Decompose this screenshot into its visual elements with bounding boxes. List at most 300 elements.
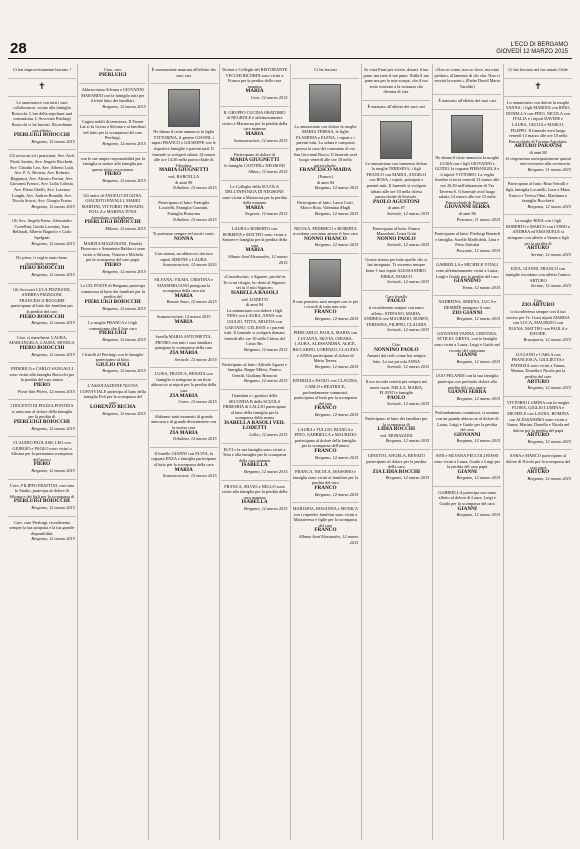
death-notice <box>433 450 501 487</box>
obituary-column <box>79 64 147 840</box>
death-notice <box>292 197 360 223</box>
deceased-name: PIERLUIGI BOIOCCHI <box>13 418 70 425</box>
notice-text: Scanzorosciate, 12 marzo 2015 <box>156 314 211 320</box>
notice-text: Il fratello GIANNI con ELVIA, la cognata ENZA e famiglia partecipano al lutto per la scomparsa della cara <box>151 450 217 467</box>
death-notice <box>433 328 501 371</box>
notice-date: Bergamo, 12 marzo 2015 <box>527 438 571 444</box>
deceased-name: NONNO FRANCO <box>304 235 347 242</box>
notice-text: È mancato all'affetto dei suoi cari <box>367 103 426 109</box>
deceased-name: PAOLO <box>387 394 406 401</box>
notice-date: Bergamo, 12 marzo 2015 <box>102 140 146 146</box>
notice-text: Ciao, caro <box>103 67 122 72</box>
notice-date: Bergamo, 12 marzo 2015 <box>456 316 501 322</box>
notice-text: ANDREINA, SERENA, LUCA e DESIRÉE piangono il caro <box>438 299 497 311</box>
deceased-subname: (Franco) <box>318 173 333 179</box>
death-notice <box>292 79 360 197</box>
death-notice <box>79 153 147 190</box>
death-notice <box>150 64 218 84</box>
death-notice <box>150 274 218 311</box>
death-notice <box>362 291 430 339</box>
notice-text: SILVANA, VILMA, CRISTINA e MASSIMILIANO piangono la scomparsa della cara zia <box>154 277 214 294</box>
death-notice <box>292 64 360 79</box>
notice-text: È mancato all'affetto dei suoi cari <box>438 98 496 104</box>
deceased-name: GIANNI <box>457 468 477 475</box>
notice-text: Ciao, ci mancherai. LAURA, MARIANGELA, LAURA, MONICA <box>9 334 75 346</box>
deceased-subname: ved. MORAZZINI <box>380 432 413 438</box>
notice-text: LAURA e TULLIO, BIANCA e PINO, GABRIELLA e MAURIZIO partecipano al dolore della famiglia per la scomparsa dell'amico <box>294 426 357 449</box>
notice-text: Partecipano al dolore di <box>234 152 276 158</box>
notice-text: Gli amici di ANGELO DI GIOIA, GIACINTO FAVALLI, MARIO MARTINI, VITTORIO TRAVAINI, FOLLA e MARINA TONA formulano condoglianze. <box>81 192 144 220</box>
death-notice <box>221 107 289 150</box>
death-notice <box>504 263 572 294</box>
header-rule <box>8 58 572 59</box>
notice-date: Tribulina, 12 marzo 2015 <box>172 216 217 222</box>
deceased-name: GIANNI <box>457 352 477 359</box>
notice-date: Bergamo, 12 marzo 2015 <box>31 203 75 209</box>
notice-date: Bergamo, 12 marzo 2015 <box>314 363 359 369</box>
notice-date: Albano Sant'Alessandro, 12 marzo 2015 <box>298 534 359 545</box>
notice-date: Sorisole, 12 marzo 2015 <box>174 356 217 362</box>
deceased-name: FRANCO <box>314 447 337 454</box>
notice-text: È serenamente mancata all'affetto dei suoi cari <box>151 67 216 78</box>
death-notice <box>79 84 147 115</box>
notice-date: Bergamo, 12 marzo 2015 <box>31 240 75 246</box>
death-notice <box>221 271 289 358</box>
death-notice <box>8 215 76 252</box>
notice-date: Brusaporto, 12 marzo 2015 <box>523 336 571 342</box>
death-notice <box>150 84 218 197</box>
notice-text: VITTORIO LUMINA con la moglie FLORA, GIGLIO LUMINA e MICHELE con LAURA, ROMINA con ALESSANDRA sono vicini a Vanna, Marina, Donella e Nicola nel dolore per la perdita del papà <box>506 399 570 433</box>
death-notice <box>150 368 218 411</box>
deceased-name: PIERO <box>33 461 51 468</box>
notice-text: Partecipano al lutto: Rina Vetrolli e figli, famiglia Locatelli, Luca e Mara, Enrico e Teresa Olmi, Marianna e famiglia Bocchetti <box>505 181 571 204</box>
notice-date: Sorisole, 12 marzo 2015 <box>387 401 430 407</box>
death-notice <box>362 376 430 413</box>
notice-date: Bergamo, 12 marzo 2015 <box>102 410 146 416</box>
masthead <box>496 42 568 56</box>
death-notice <box>8 64 76 79</box>
death-notice <box>433 407 501 450</box>
newspaper-name: L'ECO DI BERGAMO <box>510 42 568 48</box>
death-notice <box>221 481 289 517</box>
notice-date: Bergamo, 12 marzo 2015 <box>314 210 359 216</box>
death-notice <box>433 259 501 296</box>
obituary-column <box>362 64 430 840</box>
notice-date: Bergamo, 12 marzo 2015 <box>456 438 501 444</box>
notice-text: La moglie FRANCA e i figli comunicano che il loro caro <box>88 320 138 331</box>
deceased-name: MARIA <box>174 318 193 325</box>
death-notice <box>79 116 147 153</box>
notice-text: GINETTO, ANGELA, RENATO partecipano al dolore per la perdita della cara <box>366 452 427 470</box>
notice-date-2: Bergamo, 11 marzo 2015 <box>527 166 571 172</box>
deceased-name: PIERO <box>33 381 51 388</box>
deceased-name: NONNO PAOLO <box>376 235 416 242</box>
notice-text: FEDERICA e CARLO SANGALLI sono vicini alla famiglia Boiocchi per la perdita del caro amico <box>9 366 75 383</box>
portrait-photo <box>168 89 200 127</box>
death-notice <box>504 295 572 349</box>
death-notice <box>504 397 572 451</box>
notice-date: Trona, 12 marzo 2015 <box>462 284 501 290</box>
notice-text-2: ti ricorderemo sempre con tanto affetto. STEFANO, MARIA, ANDREA con MAURIZIO, RUBEN, TERESINA, FILIPPO, CLAUDIA <box>363 305 429 327</box>
death-notice <box>433 487 501 523</box>
notice-date: Como, 12 marzo 2015 <box>178 399 217 405</box>
death-notice <box>8 517 76 547</box>
deceased-name: ARTURO <box>526 245 550 252</box>
death-notice <box>504 178 572 215</box>
deceased-name: MARIA <box>174 292 193 299</box>
death-notice <box>79 190 147 238</box>
death-notice <box>292 424 360 467</box>
notice-text: «Custodiscimi, o Signore, perché in Te io mi rifugio, ho detto al Signore: sei tu il mio Signore» <box>223 274 287 291</box>
notice-text: Ti portiamo sempre nel nostri cuori. <box>152 231 215 237</box>
notice-text: CLAUDIO PAOLASIL LEO con GIORGIO e PAOLO sono vicini a Silvana per la prematura scomparsa dell'amico <box>11 440 73 462</box>
death-notice <box>79 280 147 317</box>
deceased-name: MARIA <box>174 466 193 473</box>
death-notice <box>150 197 218 228</box>
notice-date: Bergamo, 12 marzo 2015 <box>31 536 75 542</box>
notice-text: LUISA, FRANCA, RENATA con famiglie si stringono in un forte abbraccio ai nipoti per la perdita della cara <box>151 371 217 393</box>
death-notice <box>221 64 289 107</box>
notice-date: Bergamo, 12 marzo 2015 <box>102 177 146 183</box>
deceased-name: ISABELLA RASOLI VED. LODETTI <box>224 419 285 432</box>
deceased-name: ARTURO <box>526 378 550 385</box>
death-notice <box>8 480 76 517</box>
deceased-name: MARIA GIUGNETTI <box>159 167 209 174</box>
notice-date: Bergamo, 12 marzo 2015 <box>31 468 75 474</box>
notice-text: Ciao nonna, un abbraccio dai tuoi nipoti SIMONE e LAURA <box>154 251 213 262</box>
notice-text: Il tuo ricordo resterà per sempre nei nostri cuori. NELLA, MARIA, FLAVIO e famiglie <box>365 378 428 396</box>
death-notice <box>362 64 430 101</box>
death-notice <box>8 332 76 363</box>
notice-text: FRANCA, SILVIO e NELLO sono vicini alla famiglia per la perdita della cara mamma <box>221 483 288 500</box>
notice-date: Bergamo, 12 marzo 2015 <box>102 368 146 374</box>
death-notice <box>8 363 76 400</box>
issue-date: GIOVEDÌ 12 MARZO 2015 <box>496 49 568 55</box>
notice-date: Bergamo, 12 marzo 2015 <box>527 203 571 209</box>
notice-text: con le sue ampie responsabilità per la famiglia si unisce alla famiglia per questa triste circostanza. <box>80 155 146 172</box>
death-notice <box>150 331 218 368</box>
cross-icon: ✝ <box>534 80 542 91</box>
obituary-column <box>150 64 218 840</box>
obituary-column <box>504 64 572 840</box>
deceased-name: GIANNI SERRA <box>448 389 487 396</box>
notice-text: Ciao <box>534 297 543 303</box>
notice-text: Partecipano al lutto: Famiglia Locatelli, Famiglia Gusmini, Famiglia Bonacina <box>158 199 210 216</box>
death-notice <box>504 79 572 97</box>
deceased-name: MARIA GIUGNETTI <box>229 156 280 163</box>
notice-date: Bergamo, 12 marzo 2015 <box>243 469 288 475</box>
notice-date: Albino, 12 marzo 2015 <box>248 168 288 174</box>
notice-date: Si ringraziano anticipatamente quanti interverranno alla cerimonia. <box>505 155 571 167</box>
notice-text: Lo annunciano con dolore la moglie MARIA TERESA, le figlie FLAMINIA e ELENA, i nipoti e i parenti tutti. La salma è composta presso la casa del commiato di via San Giovanni Bosco. Il funerale avrà luogo venerdì alle ore 10 nella parrocchiale. <box>293 123 358 168</box>
notice-date: Scanzorosciate, 12 marzo 2015 <box>162 473 217 479</box>
notice-text: MARIAPIA, ROSANNA e MONICA con i rispettivi familiari sono vicini a Mariateresa e figlie per la scomparsa del caro <box>292 506 359 528</box>
death-notice <box>8 97 76 151</box>
notice-text: Ci hai lasciato nel tuo amato Chile <box>508 67 568 72</box>
death-notice <box>433 296 501 327</box>
deceased-name: LORENZO BECHA <box>89 404 136 411</box>
notice-date: Albano Sant'Alessandro, 12 marzo 2015 <box>228 254 288 265</box>
notice-date: Scanzorosciate, 12 marzo 2015 <box>233 137 288 143</box>
notice-text-2: La annunciano con dolore i figli PINO con LAURA, ANNA con GIULIO, TITTA, MILENA con GAETANO, CELESTE e i parenti tutti. Il funerale si svolgerà domani venerdì alle ore 10 nella Chiesa del Cristo Re. <box>224 307 285 347</box>
notice-extra: di anni 88 <box>529 149 547 155</box>
notice-text: Abbracciamo Silvana e GIOVANNI MARABINI con la famiglia tutti per il triste lutto dei familiari. <box>81 87 145 104</box>
notice-date: Bergamo, 12 marzo 2015 <box>102 336 146 342</box>
death-notice <box>221 359 289 390</box>
notice-date: Poscante, 12 marzo 2015 <box>456 247 501 253</box>
death-notice <box>150 248 218 274</box>
deceased-name: PIERLUIGI BOIOCCHI <box>84 219 141 226</box>
notice-date: Poscante, 11 marzo 2015 <box>456 216 501 222</box>
deceased-name: GIOVANNI <box>453 431 481 438</box>
deceased-name: PIERLUIGI BOIOCCHI <box>13 132 70 139</box>
deceased-name: MARIA <box>245 130 264 137</box>
deceased-name: PAOLO AGUSTONI <box>372 198 420 205</box>
notice-text: I DOCENTI DI PIAZZA PONTIDA si uniscono al dolore della famiglia per la perdita di <box>10 403 74 420</box>
notice-text: Le Colleghe della SCUOLA DELL'INFANZIA DI NEGRONE sono vicine a Mariarosa per la perdita della mamma <box>222 183 288 206</box>
deceased-name: PIERO <box>104 171 122 178</box>
notice-text: Ci hai improvvisamente lasciato ! <box>12 67 71 72</box>
death-notice <box>433 95 501 110</box>
death-notice <box>504 450 572 486</box>
notice-date: Seriate, 12 marzo 2015 <box>530 251 571 257</box>
notice-extra: le famiglie CANTINI e NEGRONI <box>224 163 285 169</box>
notice-date: Scanzorosciate, 12 marzo 2015 <box>162 262 217 268</box>
death-notice <box>292 375 360 423</box>
notice-text: GABRIELLA partecipa con tanto affetto al dolore di Laura, Luigi e Guido per la scomparsa del caro <box>438 489 497 507</box>
deceased-name: ZIO ARTURO <box>521 302 555 309</box>
deceased-name: LIDIA ROCCHI <box>377 426 415 433</box>
notice-text: «Non so come, non so dove, ma tutto perduto, al lamento di chi vita. Non ci servirà la morte.» (Padre David Maria Turoldo) <box>434 67 500 89</box>
deceased-name: FRANCO <box>314 527 337 534</box>
death-notice <box>292 254 360 327</box>
death-notice <box>8 400 76 437</box>
notice-text: Caro fratello <box>385 293 408 299</box>
portrait-photo <box>309 259 341 297</box>
death-notice <box>292 223 360 254</box>
notice-text: LAURA e ROBERTO con ROBERTA e MATTEO sono vicini a Simone e famiglia per la perdita della cara <box>222 226 287 248</box>
deceased-name: ISABELLA <box>241 499 268 506</box>
notice-text: Titolari e Colleghi del RISTORANTE VECCHI RICORDI sono vicini a Franca per la perdita della cara mamma <box>221 67 288 89</box>
deceased-name: MARIA <box>245 247 264 254</box>
notice-text: SINI e SILVANA PECCOLI ROSSI sono vicini a Laura, Guido e Luigi per la perdita del caro papà <box>434 452 501 470</box>
notice-date: Sorisole, 12 marzo 2015 <box>387 210 430 216</box>
notice-date: Bergamo, 12 marzo 2015 <box>31 351 75 357</box>
notice-text: Ne danno il triste annuncio la figlia VITTORINA, il genero GIANNI, i nipoti FRANCO e GIUSEPPE con le rispettive famiglie e parenti tutti. Il funerale si svolgerà sabato 14 marzo alle ore 14,30 nella parrocchiale di Tribulina. <box>151 129 216 168</box>
notice-date: Bergamo, 12 marzo 2015 <box>456 512 501 518</box>
death-notice <box>504 349 572 397</box>
notice-text: MARZIA MAZZOLENI, Daniela Pizzocaro e Antonietta Balducci sono vicini a Silvana, Vittoria e Michela per la scomparsa del caro papà. <box>80 240 146 263</box>
obituary-column <box>221 64 289 840</box>
notice-text: Partecipano al lutto dei familiari per la scomparsa di <box>365 415 428 427</box>
portrait-photo <box>309 84 341 122</box>
death-notice <box>150 228 218 248</box>
notice-date: Milano, 12 marzo 2015 <box>105 226 146 232</box>
deceased-name: PIERLUIGI <box>98 330 127 337</box>
notice-date: Bergamo, 12 marzo 2015 <box>31 425 75 431</box>
deceased-name: ZIA LIDIA ROCCHI <box>372 468 421 475</box>
notice-date: Bergamo, 12 marzo 2015 <box>314 185 359 191</box>
notice-text: Gli Avvocati LUCA PIZZIGONI, ANDREA PIZZIGONI, FRANCESCA RUGGERI partecipano al lutto dei familiari per la perdita del caro <box>10 286 73 314</box>
notice-date: Sorisole, 12 marzo 2015 <box>387 242 430 248</box>
death-notice <box>362 450 430 486</box>
notice-date: Bergamo, 12 marzo 2015 <box>102 305 146 311</box>
notice-date: Bergamo, 12 marzo 2015 <box>456 395 501 401</box>
notice-text: Lo annunciano con dolore la moglie VANNA, i figli MARINA con RINO, DONELLA con PINO, NICOLA con ITALIA e i nipoti DAVIDE e LAURA, GIULIA e MARCO, FILIPPO. Il funerale avrà luogo venerdì 13 marzo alle ore 10 nella Parrocchiale di Torrano Agrofatta. <box>505 99 571 144</box>
notice-text: ELVI e la sua famiglia sono vicini a Titta e alla famiglia per la scomparsa della cara mamma <box>222 446 287 463</box>
notice-text-2: Amanti dal cielo come hai sempre fatto. La tua piccola ANNA <box>366 353 426 364</box>
notice-date: Negrone, 12 marzo 2015 <box>244 211 288 217</box>
notice-date: Bergamo, 12 marzo 2015 <box>31 320 75 326</box>
notice-extra: di anni 86 <box>458 210 476 216</box>
notice-text: La moglie RINA con i figli ROBERTO e MARCO con COMO e ANDREA ed EMANUELE si stringono con affetto a Vanna e figli per la perdita di <box>506 218 570 246</box>
notice-date: Bergamo, 12 marzo 2015 <box>456 358 501 364</box>
death-notice <box>150 411 218 448</box>
deceased-name: FRANCO <box>314 405 337 412</box>
notice-text: I fratelli di Pierluigi con le famiglie partecipano al lutto. <box>82 351 144 363</box>
notice-date: Bergamo, 12 marzo 2015 <box>527 385 571 391</box>
deceased-name: PIERO BOIOCCHI <box>19 344 65 351</box>
deceased-name: ZIO GIANNI <box>452 309 483 316</box>
notice-text: Ciao, caro Pierluigi, ricorderemo sempre la tua simpatia e la tua grande disponibilità. <box>9 519 75 536</box>
notice-extra: di anni 94 <box>245 302 264 308</box>
notice-text: Partecipano al lutto: Franca Mazzoleni, Luisa Gotti <box>372 225 420 237</box>
deceased-name: NONNA <box>174 235 194 242</box>
deceased-name: ZIA MARIA <box>169 392 198 399</box>
notice-date: Bergamo, 12 marzo 2015 <box>456 475 501 481</box>
portrait-photo <box>380 121 412 159</box>
notice-date: Bergamo, 12 marzo 2015 <box>31 505 75 511</box>
death-notice <box>504 64 572 79</box>
portrait-photo <box>451 115 483 153</box>
deceased-name: ISABELLA <box>241 462 268 469</box>
notice-text: Grazie nonno per tutto quello che ci hai insegnato. Ti vorremo sempre bene. I tuoi nipoti ALESSANDRO, ERIKA, MARCO <box>365 256 428 279</box>
notice-date: Bergamo, 12 marzo 2015 <box>385 475 430 481</box>
death-notice <box>362 101 430 116</box>
notice-date: Bergamo, 12 marzo 2015 <box>102 268 146 274</box>
deceased-name: PIERO BOIOCCHI <box>19 313 65 320</box>
notice-text: Se vuoi Pane per vivere, donaci il tuo pane, ma tutto il tuo pane: Nulla il tuo pane ma per le mie scarpe, che il tuo resto esistono a la sostanza che diventa di vita. <box>363 67 430 95</box>
notice-date: Bergamo, 12 marzo 2015 <box>314 411 359 417</box>
notice-text: L'avv. FILIPPO FRATTINI, con tutto lo Studio, partecipa al dolore di Silvana e dei figli per la scomparsa di <box>9 482 75 499</box>
deceased-name: ARTURO <box>526 432 550 439</box>
deceased-name: MARIA <box>245 88 264 95</box>
notice-text: GIOVANNI VANNA, CRISTINA, ATTILIO, GRETA, con le famiglie sono vicini a Laura, Luigi e Guido nel ricordo del carissimo <box>434 330 500 353</box>
notice-date: Tribulina, 12 marzo 2015 <box>172 436 217 442</box>
death-notice <box>292 503 360 550</box>
deceased-name: GIOVANNI SERRA <box>444 204 490 211</box>
notice-text: Partecipano al lutto: Alfredo Agazzi e famiglia, Beppe Milesi, Franco Gentili, Giuliano Ronzoni <box>222 361 287 378</box>
notice-date: Bergamo, 12 marzo 2015 <box>31 138 75 144</box>
death-notice <box>292 327 360 375</box>
deceased-name: GIANNI <box>457 505 477 512</box>
notice-date: Tribulina, 12 marzo 2015 <box>172 185 217 191</box>
deceased-name: GIANNINO <box>453 278 481 285</box>
notice-date: Bergamo, 12 marzo 2015 <box>243 506 288 511</box>
notice-text: NICOLA, FEDERICO e ROBERTA ricordano con tanto amore il loro caro <box>292 225 359 237</box>
notice-date: Bergamo, 12 marzo 2015 <box>31 272 75 278</box>
deceased-name: MARIA <box>245 204 264 211</box>
notice-text: Ci ha lasciati <box>314 67 337 72</box>
death-notice <box>362 254 430 291</box>
notice-date: Bergamo, 12 marzo 2015 <box>102 103 146 109</box>
death-notice <box>504 215 572 263</box>
notice-text: Profondamente commossi, ci uniamo con un grande abbraccio al dolore di Laura, Luigi e Guido per la perdita del caro <box>435 410 500 433</box>
deceased-name: ARTURO PARAVISI <box>514 143 562 150</box>
obituary-column <box>292 64 360 840</box>
notice-extra: di anni 84 <box>316 179 335 185</box>
notice-text: Ne danno il triste annuncio la moglie LUISA con i figli GIOVANNI e GUIDO, la cognata PIERANGELA e il nipote VITTORIO. La veglia funebre si terrà venerdì 13 marzo alle ore 20,30 nell'abitazione di Via Taverna 6. Il funerale avrà luogo sabato 14 marzo alle ore 15 nella Parrocchiale di Poscante. <box>434 154 500 205</box>
death-notice <box>433 110 501 228</box>
deceased-name: ISABELLA RASOLI <box>230 290 279 296</box>
deceased-name: NONNINO PAOLO <box>374 346 419 353</box>
death-notice <box>221 149 289 180</box>
deceased-name: PIERLUIGI BOIOCCHI <box>84 299 141 305</box>
death-notice <box>221 223 289 271</box>
death-notice <box>221 181 289 224</box>
deceased-name: PIERLUIGI BOIOCCHI <box>13 498 70 505</box>
death-notice <box>79 349 147 380</box>
death-notice <box>362 339 430 376</box>
notice-date: Bergamo, 12 marzo 2015 <box>314 454 359 460</box>
notice-text: Do piero, ti voglio tanto bene, ricordando sempre. <box>16 255 68 266</box>
death-notice <box>8 284 76 332</box>
notice-text: UGO PELANDI con la sua famiglia partecipa con profondo dolore alla perdita del caro amico <box>435 373 499 390</box>
obituary-column <box>433 64 501 840</box>
cross-icon: ✝ <box>38 80 46 91</box>
death-notice <box>221 444 289 481</box>
notice-extra: di anni 90 <box>175 179 193 185</box>
death-notice <box>362 413 430 450</box>
death-notice <box>79 64 147 84</box>
notice-text: FRANCA, NICOLA, MASSIMO e famiglia sono vicini ai familiari per la perdita del caro <box>292 469 359 486</box>
deceased-name: GIULIO POLI <box>96 361 130 368</box>
deceased-name: FRANCESCO MAIDA <box>299 167 352 174</box>
notice-text-2: ti ricorderemo sempre con il tuo sorriso per Te. I tuoi nipoti MARISA con LUCA, MAURIZIO con ELENA, MATTEO con PAOLA e DAVIDE. <box>506 309 570 337</box>
death-notice <box>362 116 430 223</box>
notice-text: Lo annunciano con immenso dolore la moglie TERESINA, i figli FRANCO con MARIA, ANGELO con ROSA, i nipoti, pronipoti e parenti tutti. Il funerale si svolgerà sabato alle ore 10 nella chiesa parrocchiale di Sorisole. <box>365 160 428 200</box>
notice-text: PIERCARLO, PAOLA, MARIA con LUCIANA, SILVIA, CHIARA, LAURA, ALESSANDRA, ALICE, RICCARDO, LORENZO, CLAUDIA e ANNA partecipano al dolore di Maria Teresa. <box>292 330 359 364</box>
notice-date: Lallio, 12 marzo 2015 <box>249 432 288 438</box>
notice-date: Sorisole, 12 marzo 2015 <box>387 364 430 370</box>
notice-text: EZIA, GIANNI, FRANCO con famiglie ricordano con affetto l'amico ARTURO <box>505 266 571 283</box>
death-notice <box>150 448 218 484</box>
notice-text: Il mio pensiero sarà sempre con te per i ricordi di tutta una vita. <box>292 298 359 310</box>
notice-extra: di anni 87 <box>387 205 405 211</box>
notice-text: Gli Avv. Angela Paese, Alessandro Cortellini, Guido Lavarini, Sara Bellandi, Alberto Bagnolo e Carlo Spelgatti <box>12 218 72 241</box>
deceased-name: PIERO BOIOCCHI <box>19 265 65 272</box>
notice-text: GABRIELLA e MICHELE VITALI sono affettuosamente vicini a Laura, Luigi e Guido per la perdita del caro <box>435 262 499 279</box>
notice-date: Bergamo, 12 marzo 2015 <box>314 315 359 321</box>
notice-date: Bergamo, 12 marzo 2015 <box>314 242 359 248</box>
notice-text: Cugini nobili di tenerezza. Il Fronte Lai si fa vicino a Silvana e ai familiari nel lutto per la scomparsa del caro Pierluigi. <box>79 118 146 141</box>
page-number: 28 <box>10 40 27 57</box>
deceased-name: ARTURO <box>526 469 550 476</box>
notice-date: Bergamo, 12 marzo 2015 <box>527 475 571 481</box>
death-notice <box>8 79 76 97</box>
deceased-name: FRANCO <box>314 484 337 491</box>
death-notice <box>504 97 572 179</box>
death-notice <box>433 228 501 259</box>
notice-text: PATRIZIA e PAOLO con CLAUDIA, CARLO e BEATRICE, profondamente commossi, partecipano al lutto per la scomparsa del caro <box>292 378 359 406</box>
notice-text: Gli avvocati ed i praticanti: Avv. Arch Paolo Sartini, Avv. Angelo Ricchetti, Avv. Claudio Leo, Avv. Alberto Lutti, Avv. P. A. Riviera, Avv. Roberto Bagnasca, Avv. Alessio Ferrari, Avv. Giovanni Franco, Avv. Lidia Colosio, Avv. Elena Ghelfi, Avv. Lorenzo Longhi, Avv. Andrea Bonaldi, Avv. Nicola Scorsi, Avv. Giorgio Fratus <box>9 153 75 204</box>
notice-text: Partecipano al lutto: Pierluigi Bonardi e famiglia, Sorelle Maffioletti, Lina e Piero Salvalai <box>434 231 500 248</box>
death-notice <box>362 223 430 254</box>
notice-text: L'ASSOCIAZIONE NUOVA CONVIVIALE partecipa al lutto della famiglia Poli per la scomparsa del caro <box>79 382 146 405</box>
deceased-name: PIERO <box>104 262 122 269</box>
notice-text: Abbiamo tanti momenti di grande amicizia e di grande divertimento con la nostra cara <box>151 413 217 430</box>
death-notice <box>150 311 218 331</box>
